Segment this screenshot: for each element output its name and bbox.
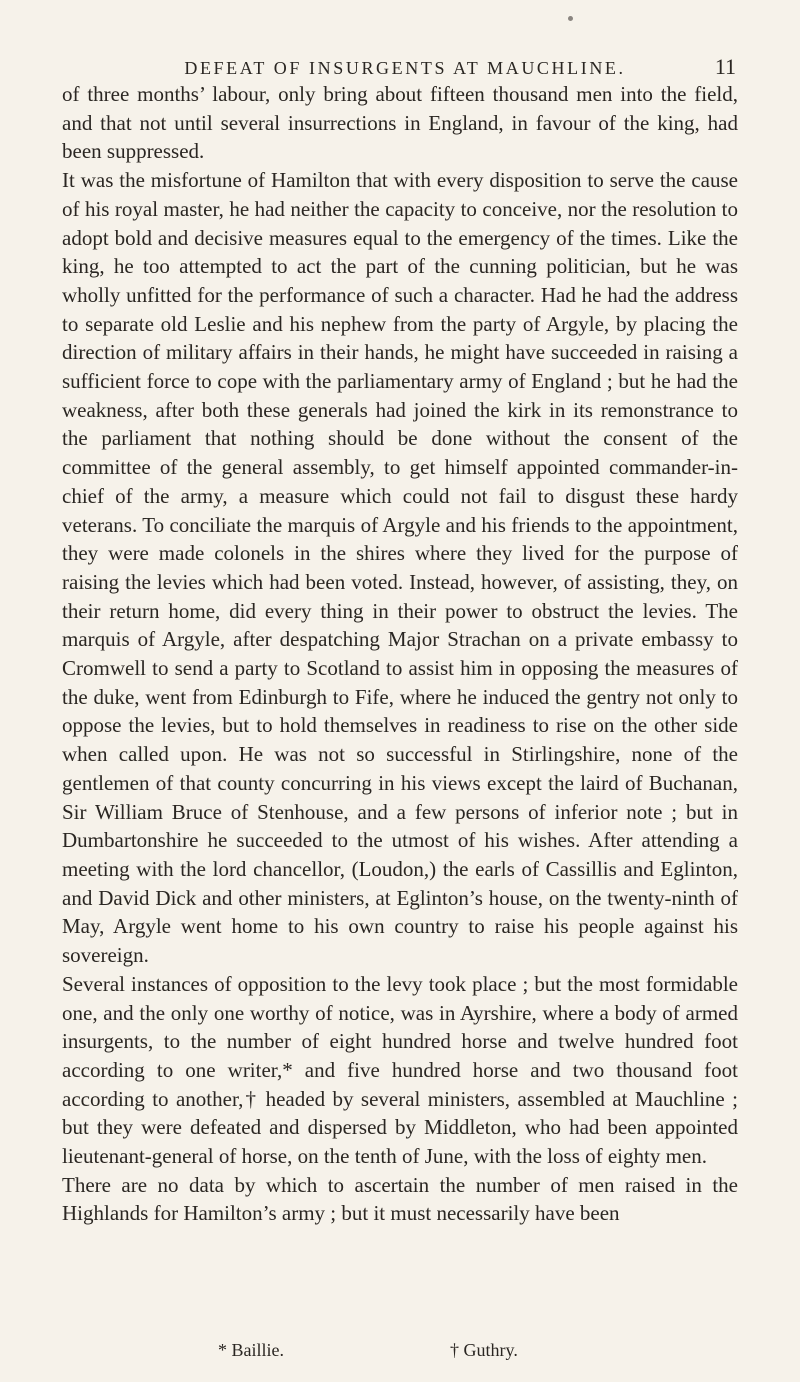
footnote-baillie: * Baillie. (218, 1340, 284, 1360)
paragraph: of three months’ labour, only bring about fifteen thousand men into the field, and that not until several insurrections in England, in favour of the king, had been suppressed. (62, 82, 738, 164)
paragraph: It was the misfortune of Hamilton that with every disposition to serve the cause of his royal master, he had neither the capacity to conceive, nor the resolution to adopt bold and decisive measures equal to the emergency of the times. Like the king, he too attempted to act the part of the cunning politician, but he was wholly unfitted for the performance of such a character. Had he had the address to separate old Leslie and his nephew from the party of Argyle, by placing the direction of military affairs in their hands, he might have succeeded in raising a sufficient force to cope with the parliamentary army of England ; but he had the weakness, after both these generals had joined the kirk in its remonstrance to the parliament that nothing should be done without the consent of the committee of the general assembly, to get himself appointed commander-in-chief of the army, a measure which could not fail to disgust these hardy veterans. To conciliate the marquis of Argyle and his friends to the appointment, they were made colonels in the shires where they lived for the purpose of raising the levies which had been voted. Instead, however, of assisting, they, on their return home, did every thing in their power to obstruct the levies. The marquis of Argyle, after despatching Major Strachan on a private embassy to Cromwell to send a party to Scotland to assist him in opposing the measures of the duke, went from Edinburgh to Fife, where he induced the gentry not only to oppose the levies, but to hold themselves in readiness to rise on the other side when called upon. He was not so successful in Stirlingshire, none of the gentlemen of that county concurring in his views except the laird of Buchanan, Sir William Bruce of Stenhouse, and a few persons of inferior note ; but in Dumbartonshire he succeeded to the utmost of his wishes. After attending a meeting with the lord chancellor, (Loudon,) the earls of Cassillis and Eglinton, and David Dick and other ministers, at Eglinton’s house, on the twenty-ninth of May, Argyle went home to his own country to raise his people against his sovereign. (62, 168, 738, 968)
paragraph: Several instances of opposition to the levy took place ; but the most formidable one, and the only one worthy of notice, was in Ayrshire, where a body of armed insurgents, to the number of eight hundred horse and twelve hundred foot according to one writer,* and five hundred horse and two thousand foot according to another,† headed by several ministers, assembled at Mauchline ; but they were defeated and dispersed by Middleton, who had been appointed lieutenant-general of horse, on the tenth of June, with the loss of eighty men. (62, 971, 738, 1169)
running-title: DEFEAT OF INSURGENTS AT MAUCHLINE. (184, 58, 626, 78)
paragraph: There are no data by which to ascertain the number of men raised in the Highlands for Hamilton’s army ; but it must necessarily have been (62, 1172, 738, 1226)
footnote-guthry: † Guthry. (450, 1340, 518, 1360)
ink-speck (568, 16, 573, 21)
body-text (62, 80, 738, 1228)
page-number: 11 (714, 54, 736, 79)
